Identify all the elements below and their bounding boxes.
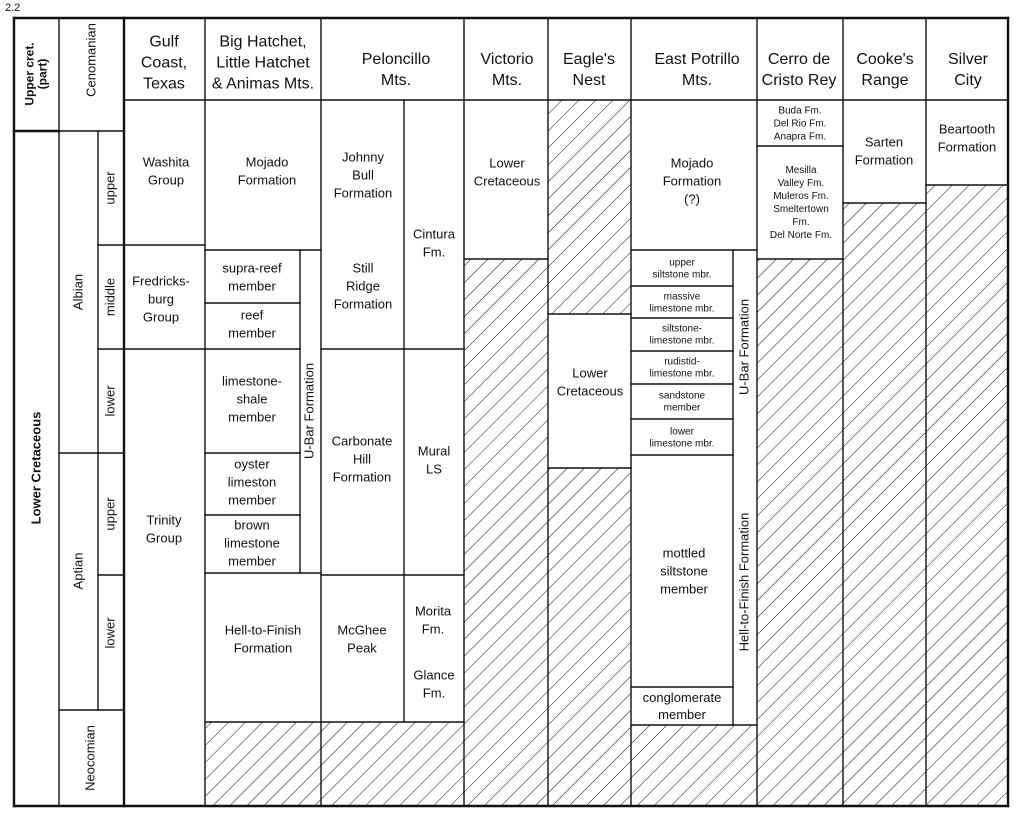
header-cookes-range: Cooke's Range: [856, 51, 914, 90]
hatch-eastpotrillo: [631, 725, 757, 806]
header-big-hatchet: Big Hatchet, Little Hatchet & Animas Mts.: [211, 33, 315, 93]
substage-albian-middle: middle: [102, 277, 118, 317]
unit-buda-del-rio-anapra: Buda Fm. Del Rio Fm. Anapra Fm.: [773, 105, 827, 143]
unit-still-ridge-formation: Still Ridge Formation: [333, 260, 393, 312]
unit-ep-siltstone-limestone-member: siltstone-limestone mbr.: [649, 323, 715, 347]
unit-ep-massive-limestone-member: massive limestone mbr.: [649, 291, 715, 315]
unit-fredericksburg-group: Fredricks-burg Group: [132, 273, 190, 325]
header-eagles-nest: Eagle's Nest: [563, 51, 615, 90]
unit-ep-rudistid-limestone-member: rudistid-limestone mbr.: [649, 356, 715, 380]
unit-bh-hell-to-finish-formation: Hell-to-Finish Formation: [224, 622, 302, 656]
stage-upper-cretaceous: Upper cret.(part): [22, 42, 50, 106]
header-cerro-de-cristo-rey: Cerro de Cristo Rey: [761, 51, 837, 90]
unit-eagles-lower-cretaceous: Lower Cretaceous: [556, 365, 624, 399]
stage-aptian: Aptian: [70, 552, 86, 590]
hatch-cookes: [843, 203, 926, 806]
unit-mcghee-peak: McGhee Peak: [337, 622, 387, 656]
hatch-peloncillo: [321, 722, 464, 806]
unit-bh-supra-reef-member: supra-reef member: [222, 260, 282, 294]
unit-cintura-fm: Cintura Fm.: [413, 226, 455, 260]
hatch-silver: [926, 185, 1008, 806]
unit-ep-mojado-formation: Mojado Formation (?): [662, 155, 722, 207]
substage-albian-lower: lower: [102, 385, 118, 417]
unit-bh-reef-member: reef member: [228, 307, 276, 341]
hatch-cerro: [757, 259, 843, 806]
hatch-victorio: [464, 259, 548, 806]
unit-sarten-formation: Sarten Formation: [854, 134, 914, 168]
unit-glance-fm: Glance Fm.: [413, 667, 455, 701]
header-gulf-coast-texas: Gulf Coast, Texas: [140, 33, 188, 93]
unit-bh-u-bar-formation: U-Bar Formation: [301, 362, 317, 460]
unit-bh-brown-limestone-member: brown limestone member: [224, 517, 280, 569]
hatch-eagles-lower: [548, 468, 631, 806]
hatch-bighatchet: [205, 722, 321, 806]
header-victorio: Victorio Mts.: [480, 51, 534, 90]
substage-aptian-lower: lower: [102, 617, 118, 649]
unit-ep-u-bar-formation: U-Bar Formation: [736, 298, 752, 396]
unit-victorio-lower-cretaceous: Lower Cretaceous: [473, 155, 541, 189]
stage-albian: Albian: [70, 273, 86, 311]
stage-cenomanian: Cenomanian: [83, 23, 99, 97]
unit-ep-lower-limestone-member: lower limestone mbr.: [649, 426, 715, 450]
unit-ep-sandstone-member: sandstone member: [658, 390, 706, 414]
unit-johnny-bull-formation: Johnny Bull Formation: [333, 149, 393, 201]
unit-trinity-group: Trinity Group: [145, 512, 183, 546]
unit-bh-limestone-shale-member: limestone-shale member: [222, 373, 282, 425]
unit-mural-ls: Mural LS: [417, 443, 451, 477]
unit-mesilla-valley-group: Mesilla Valley Fm. Muleros Fm. Smeltertown Fm. Del Norte Fm.: [769, 165, 833, 241]
unit-beartooth-formation: Beartooth Formation: [937, 121, 997, 155]
unit-carbonate-hill-formation: Carbonate Hill Formation: [331, 433, 393, 485]
header-silver-city: Silver City: [947, 51, 989, 90]
stage-neocomian: Neocomian: [82, 725, 98, 791]
unit-bh-oyster-limestone-member: oyster limeston member: [227, 456, 277, 508]
unit-morita-fm: Morita Fm.: [414, 603, 452, 637]
unit-ep-hell-to-finish-formation: Hell-to-Finish Formation: [736, 512, 752, 652]
figure-number: 2.2: [5, 2, 21, 14]
header-east-potrillo: East Potrillo Mts.: [654, 51, 740, 90]
stage-lower-cretaceous: Lower Cretaceous: [28, 411, 44, 525]
unit-ep-upper-siltstone-member: upper siltstone mbr.: [652, 257, 712, 281]
substage-albian-upper: upper: [102, 171, 118, 205]
hatch-eagles-upper: [548, 100, 631, 314]
unit-bh-mojado-formation: Mojado Formation: [237, 154, 297, 188]
unit-ep-conglomerate-member: conglomerate member: [642, 690, 722, 723]
unit-washita-group: Washita Group: [142, 154, 190, 188]
header-peloncillo: Peloncillo Mts.: [361, 51, 431, 90]
substage-aptian-upper: upper: [102, 497, 118, 531]
unit-ep-mottled-siltstone-member: mottled siltstone member: [660, 545, 708, 597]
